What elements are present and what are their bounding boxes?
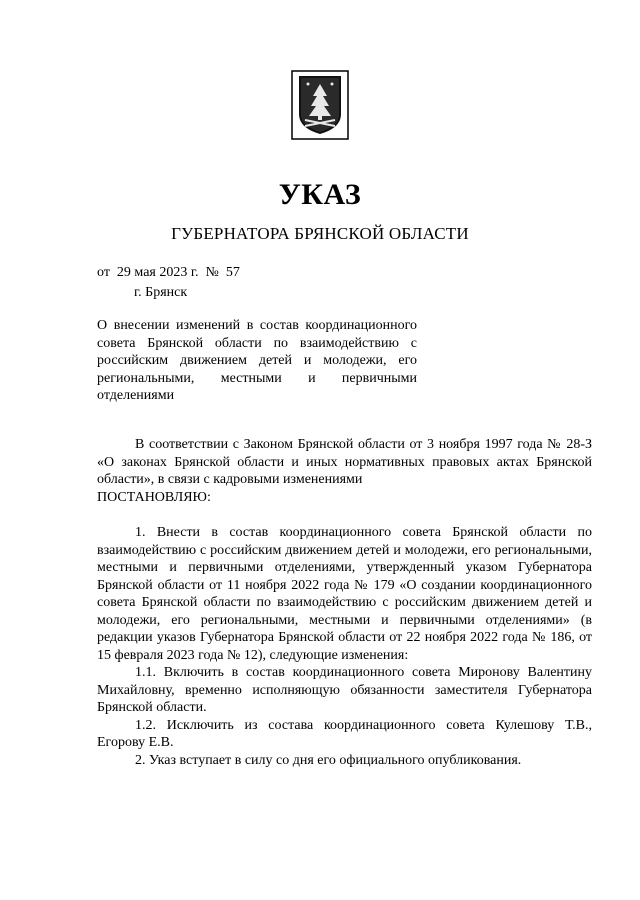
decree-word: ПОСТАНОВЛЯЮ: bbox=[97, 489, 211, 505]
decree-body bbox=[97, 436, 592, 769]
bryansk-coat-of-arms-icon bbox=[291, 70, 349, 140]
item-2-paragraph: 2. Указ вступает в силу со дня его официального опубликования. bbox=[135, 752, 522, 768]
item-1-paragraph: 1. Внести в состав координационного совета Брянской области по взаимодействию с российским движением детей и молодежи, его региональными, местными и первичными отделениями, утвержденный указом Губернатора Брянской области от 11 ноября 2022 года № 179 «О создании координационного совета Брянской области по взаимодействию с российским движением детей и молодежи, его региональными, местными и первичными отделениями» (в редакции указов Губернатора Брянской области от 22 ноября 2022 года № 186, от 15 февраля 2023 года № 12), следующие изменения: bbox=[97, 525, 592, 663]
decree-city: г. Брянск bbox=[134, 285, 188, 300]
document-title: УКАЗ bbox=[278, 178, 362, 211]
item-1-1-paragraph: 1.1. Включить в состав координационного совета Миронову Валентину Михайловну, временно исполняющую обязанности заместителя Губернатора Брянской области. bbox=[97, 665, 592, 715]
preamble-paragraph: В соответствии с Законом Брянской области от 3 ноября 1997 года № 28-З «О законах Брянской области и иных нормативных правовых актах Брянской области», в связи с кадровыми изменениями bbox=[97, 437, 592, 487]
decree-subject: О внесении изменений в состав координационного совета Брянской области по взаимодействию с российским движением детей и молодежи, его региональными, местными и первичными отделениями bbox=[97, 318, 417, 403]
item-1-2-paragraph: 1.2. Исключить из состава координационного совета Кулешову Т.В., Егорову Е.В. bbox=[97, 717, 592, 750]
decree-date-number: от 29 мая 2023 г. № 57 bbox=[97, 265, 240, 280]
document-subtitle: ГУБЕРНАТОРА БРЯНСКОЙ ОБЛАСТИ bbox=[171, 224, 469, 243]
